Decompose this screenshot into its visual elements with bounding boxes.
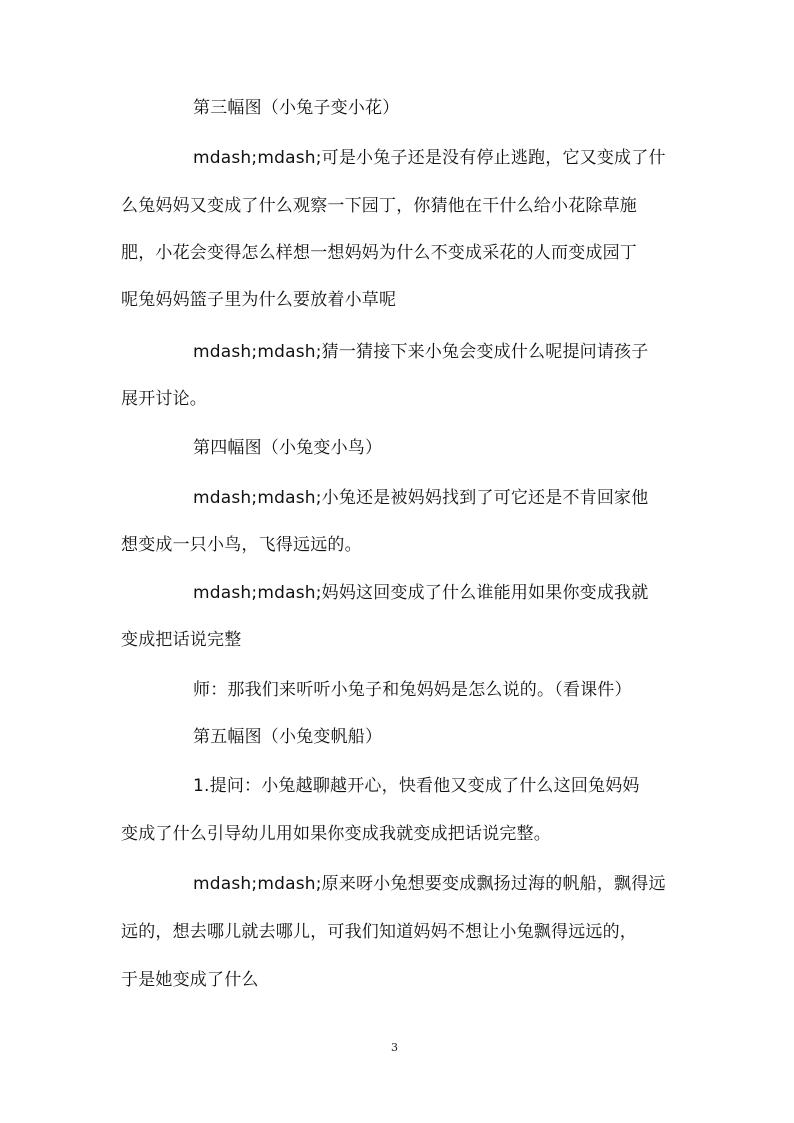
paragraph-line: mdash;mdash;猜一猜接下来小兔会变成什么呢提问请孩子 — [193, 342, 649, 362]
paragraph-line: 1.提问：小兔越聊越开心，快看他又变成了什么这回兔妈妈 — [193, 776, 640, 796]
paragraph-line: 变成了什么引导幼儿用如果你变成我就变成把话说完整。 — [121, 824, 551, 844]
paragraph-line: 师：那我们来听听小兔子和兔妈妈是怎么说的。（看课件） — [193, 680, 632, 700]
paragraph-line: mdash;mdash;可是小兔子还是没有停止逃跑，它又变成了什 — [193, 148, 666, 168]
paragraph-line: 远的，想去哪儿就去哪儿，可我们知道妈妈不想让小兔飘得远远的， — [121, 922, 637, 942]
paragraph-line: 变成把话说完整 — [121, 630, 242, 650]
paragraph-line: 于是她变成了什么 — [121, 970, 259, 990]
paragraph-line: 呢兔妈妈篮子里为什么要放着小草呢 — [121, 290, 397, 310]
paragraph-line: 展开讨论。 — [121, 389, 207, 409]
page-number: 3 — [391, 1041, 398, 1054]
paragraph-line: 想变成一只小鸟，飞得远远的。 — [121, 535, 362, 555]
section-heading-5: 第五幅图（小兔变帆船） — [193, 727, 383, 747]
section-heading-3: 第三幅图（小兔子变小花） — [193, 98, 400, 118]
paragraph-line: mdash;mdash;原来呀小兔想要变成飘扬过海的帆船，飘得远 — [193, 874, 666, 894]
paragraph-line: mdash;mdash;妈妈这回变成了什么谁能用如果你变成我就 — [193, 583, 649, 603]
paragraph-line: 肥，小花会变得怎么样想一想妈妈为什么不变成采花的人而变成园丁 — [121, 243, 637, 263]
paragraph-line: mdash;mdash;小兔还是被妈妈找到了可它还是不肯回家他 — [193, 488, 649, 508]
paragraph-line: 么兔妈妈又变成了什么观察一下园丁，你猜他在干什么给小花除草施 — [121, 196, 637, 216]
section-heading-4: 第四幅图（小兔变小鸟） — [193, 438, 383, 458]
